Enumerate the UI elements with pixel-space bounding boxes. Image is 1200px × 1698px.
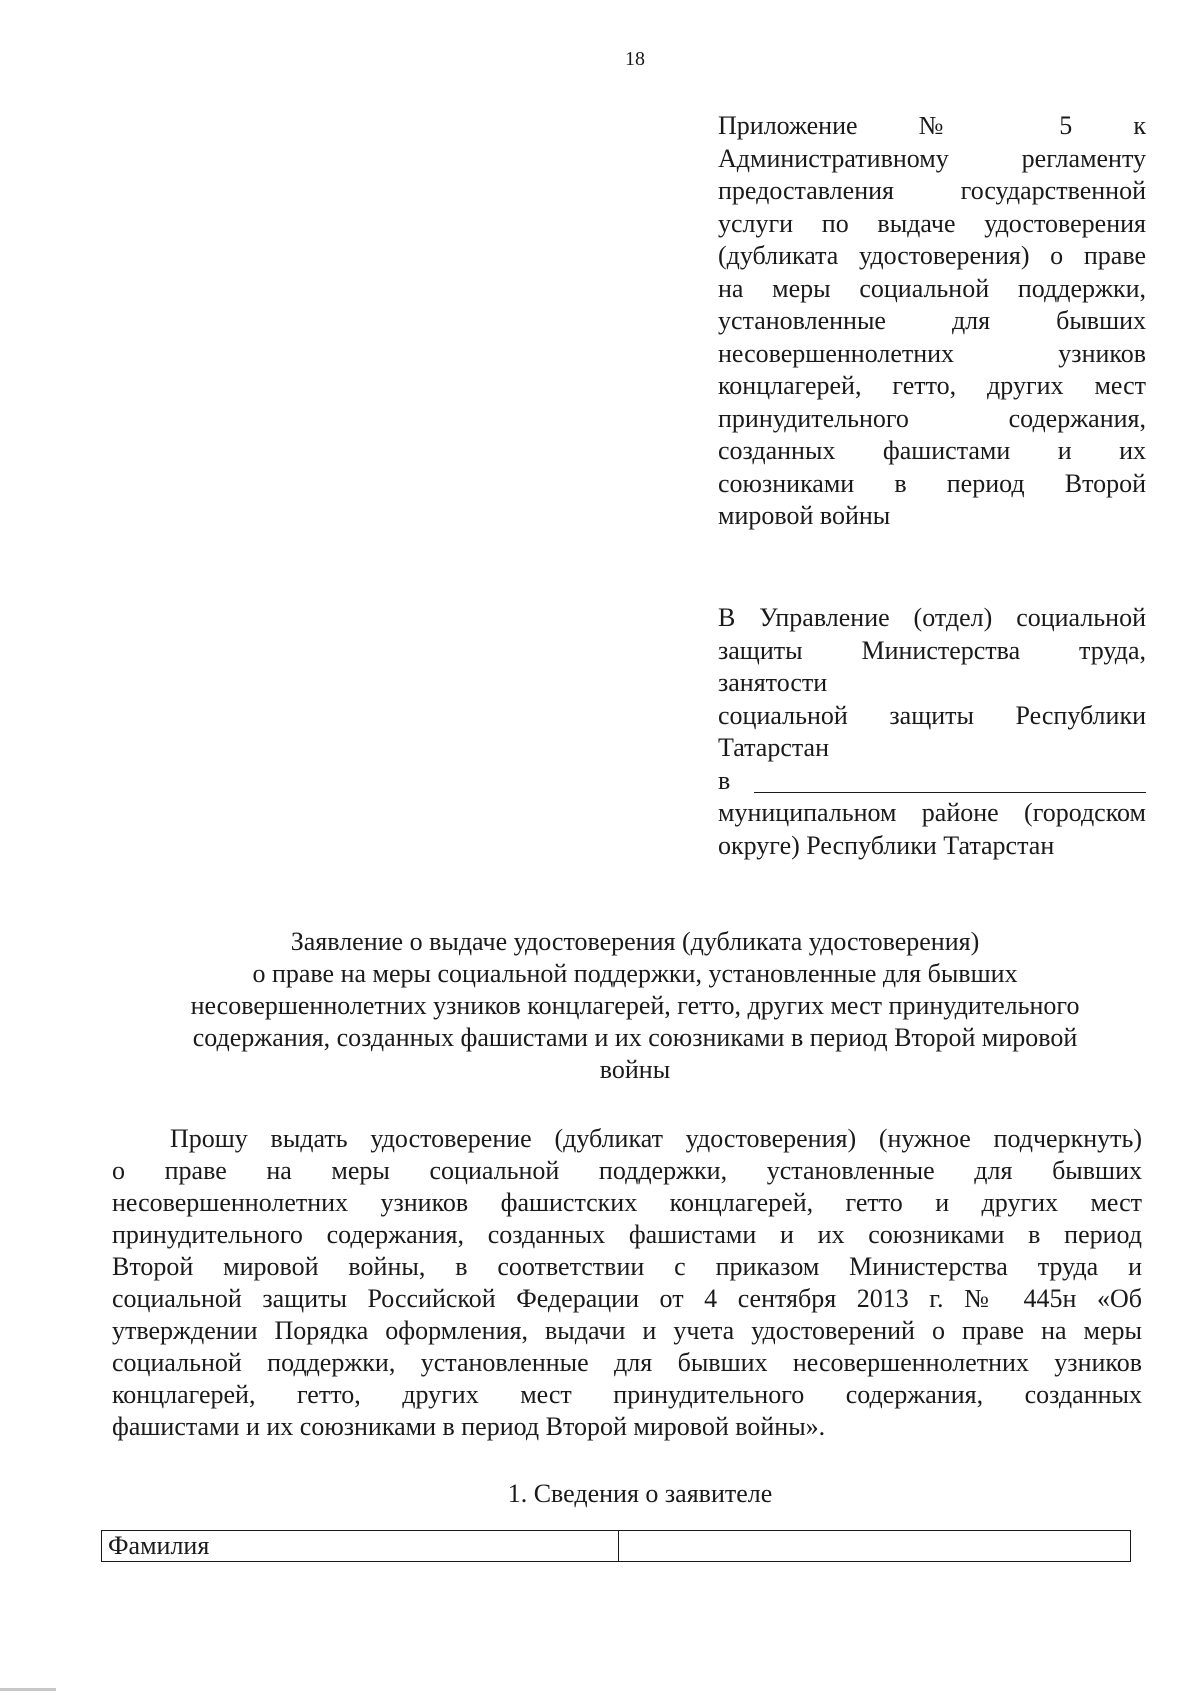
title-line: войны <box>599 1055 671 1084</box>
addressee-line: округе) Республики Татарстан <box>718 830 1055 860</box>
body-line: несовершеннолетних узников фашистских концлагерей, гетто и других мест <box>112 1188 1142 1217</box>
scan-edge-mark <box>0 1688 56 1691</box>
appendix-line: услуги по выдаче удостоверения <box>718 208 1146 238</box>
appendix-line: Административному регламенту <box>718 143 1146 173</box>
municipality-underline[interactable] <box>754 766 1146 793</box>
appendix-line: установленные для бывших <box>718 306 1146 335</box>
addressee-line: занятости <box>718 668 828 697</box>
appendix-line: предоставления государственной <box>718 176 1146 205</box>
title-line: о праве на меры социальной поддержки, установленные для бывших <box>252 959 1018 988</box>
municipality-blank-field[interactable] <box>718 765 1146 798</box>
body-line: социальной защиты Российской Федерации от 4 сентября 2013 г. № 445н «Об <box>112 1284 1142 1313</box>
appendix-line: союзниками в период Второй <box>718 468 1146 498</box>
addressee-line: В Управление (отдел) социальной <box>718 603 1146 632</box>
body-line: Прошу выдать удостоверение (дубликат удостоверения) (нужное подчеркнуть) <box>170 1124 1142 1153</box>
addressee-line: социальной защиты Республики <box>718 700 1146 730</box>
body-line: концлагерей, гетто, других мест принудительного содержания, созданных <box>112 1380 1142 1409</box>
application-title <box>110 926 1160 1086</box>
applicant-info-table <box>101 1530 1131 1562</box>
addressee-block <box>718 602 1146 862</box>
title-line: Заявление о выдаче удостоверения (дубликата удостоверения) <box>290 927 980 956</box>
addressee-line: Татарстан <box>718 733 829 762</box>
appendix-line: (дубликата удостоверения) о праве <box>718 241 1146 270</box>
body-line: о праве на меры социальной поддержки, установленные для бывших <box>112 1156 1142 1185</box>
addressee-line: защиты Министерства труда, <box>718 635 1146 665</box>
appendix-line: созданных фашистами и их <box>718 436 1146 465</box>
appendix-reference <box>718 110 1146 533</box>
body-line: фашистами и их союзниками в период Второй мировой войны». <box>112 1412 826 1441</box>
application-body <box>112 1123 1142 1443</box>
addressee-line: муниципальном районе (городском <box>718 798 1146 827</box>
appendix-line: принудительного содержания, <box>718 403 1146 433</box>
table-row <box>102 1531 1131 1562</box>
appendix-line: Приложение № 5 к <box>718 111 1146 140</box>
body-line: Второй мировой войны, в соответствии с приказом Министерства труда и <box>112 1252 1142 1281</box>
title-line: содержания, созданных фашистами и их союзниками в период Второй мировой <box>192 1023 1078 1052</box>
surname-label: Фамилия <box>102 1531 619 1562</box>
body-line: принудительного содержания, созданных фашистами и их союзниками в период <box>112 1220 1142 1249</box>
appendix-line: мировой войны <box>718 501 891 530</box>
appendix-line: на меры социальной поддержки, <box>718 273 1146 303</box>
appendix-line: концлагерей, гетто, других мест <box>718 371 1146 400</box>
body-line: утверждении Порядка оформления, выдачи и учета удостоверений о праве на меры <box>112 1316 1142 1345</box>
body-line: социальной поддержки, установленные для бывших несовершеннолетних узников <box>112 1348 1142 1377</box>
section-heading: 1. Сведения о заявителе <box>507 1479 773 1508</box>
title-line: несовершеннолетних узников концлагерей, гетто, других мест принудительного <box>190 991 1080 1020</box>
municipality-prefix: в <box>718 765 731 795</box>
appendix-line: несовершеннолетних узников <box>718 338 1146 368</box>
page-number: 18 <box>625 48 645 70</box>
surname-value-field[interactable] <box>619 1531 1131 1562</box>
